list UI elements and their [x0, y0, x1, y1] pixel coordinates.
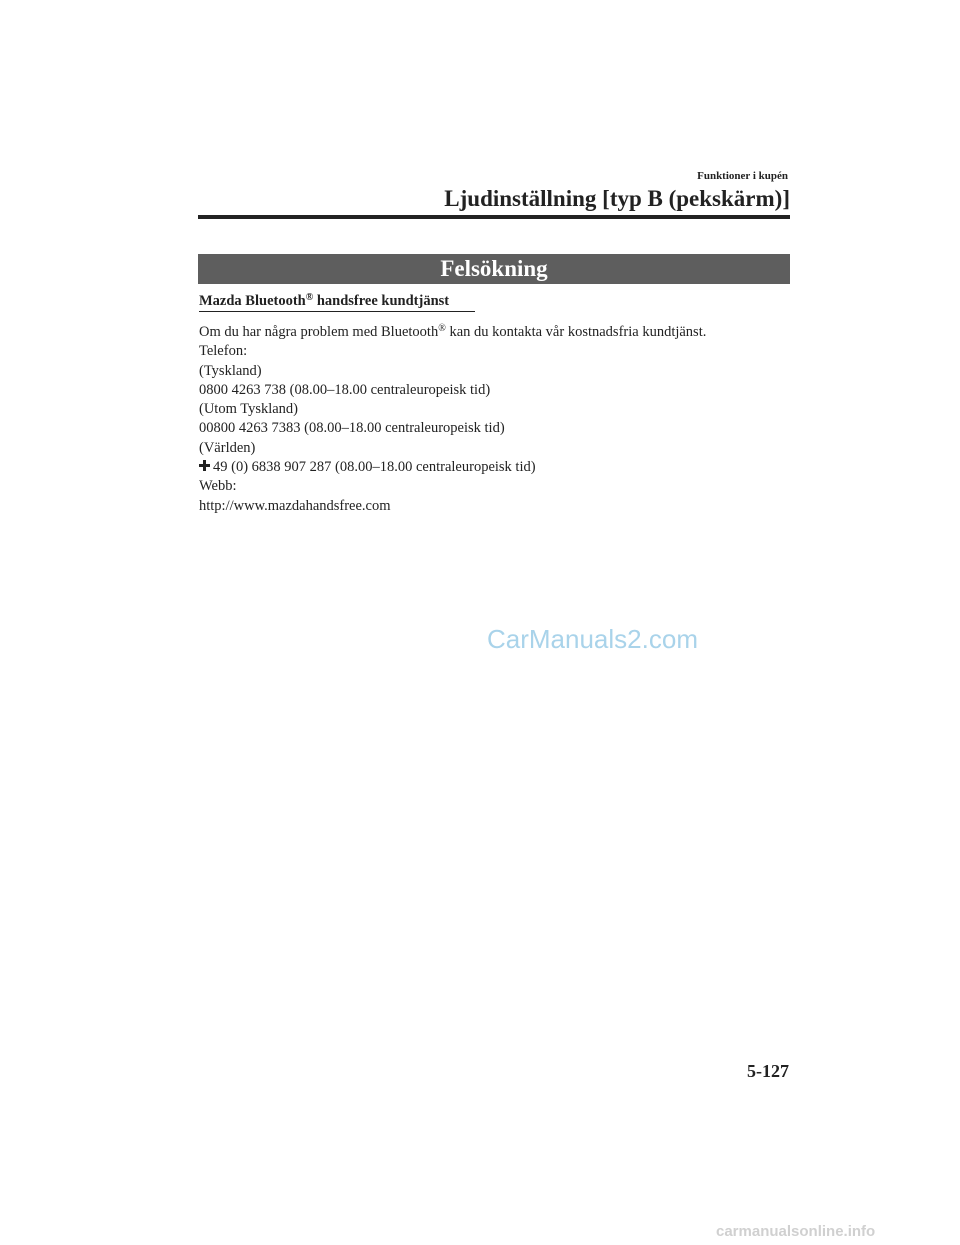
plus-icon — [199, 460, 210, 471]
header-rule — [198, 215, 790, 219]
intro-line — [199, 323, 791, 342]
world-number: 49 (0) 6838 907 287 (08.00–18.00 centraleuropeisk tid) — [213, 459, 536, 476]
intro-text-rest: kan du kontakta vår kostnadsfria kundtjänst. — [445, 324, 707, 340]
watermark-logo: CarManuals2.com — [487, 624, 698, 654]
section-banner: Felsökning — [198, 254, 790, 284]
intro-text: Om du har några problem med Bluetooth — [199, 324, 439, 340]
watermark-footer: carmanualsonline.info — [716, 1223, 876, 1240]
germany-number: 0800 4263 738 (08.00–18.00 centraleuropeisk tid) — [199, 381, 491, 398]
page-number: 5-127 — [747, 1061, 789, 1081]
subheading-text: Mazda Bluetooth — [199, 293, 306, 309]
chapter-name: Funktioner i kupén — [697, 170, 788, 182]
outside-germany-number: 00800 4263 7383 (08.00–18.00 centraleuropeisk tid) — [199, 420, 505, 437]
web-url: http://www.mazdahandsfree.com — [199, 497, 391, 514]
registered-mark: ® — [438, 323, 446, 334]
section-title: Ljudinställning [typ B (pekskärm)] — [444, 186, 790, 211]
subheading-text-rest: handsfree kundtjänst — [313, 293, 450, 309]
subheading — [199, 293, 449, 310]
world-number-line — [199, 458, 791, 477]
world-label: (Världen) — [199, 439, 256, 456]
body-text — [199, 323, 791, 516]
telefon-label: Telefon: — [199, 343, 248, 360]
web-label: Webb: — [199, 478, 237, 495]
registered-mark: ® — [305, 292, 314, 303]
subheading-underline — [199, 311, 475, 312]
germany-label: (Tyskland) — [199, 362, 262, 379]
outside-germany-label: (Utom Tyskland) — [199, 401, 299, 418]
